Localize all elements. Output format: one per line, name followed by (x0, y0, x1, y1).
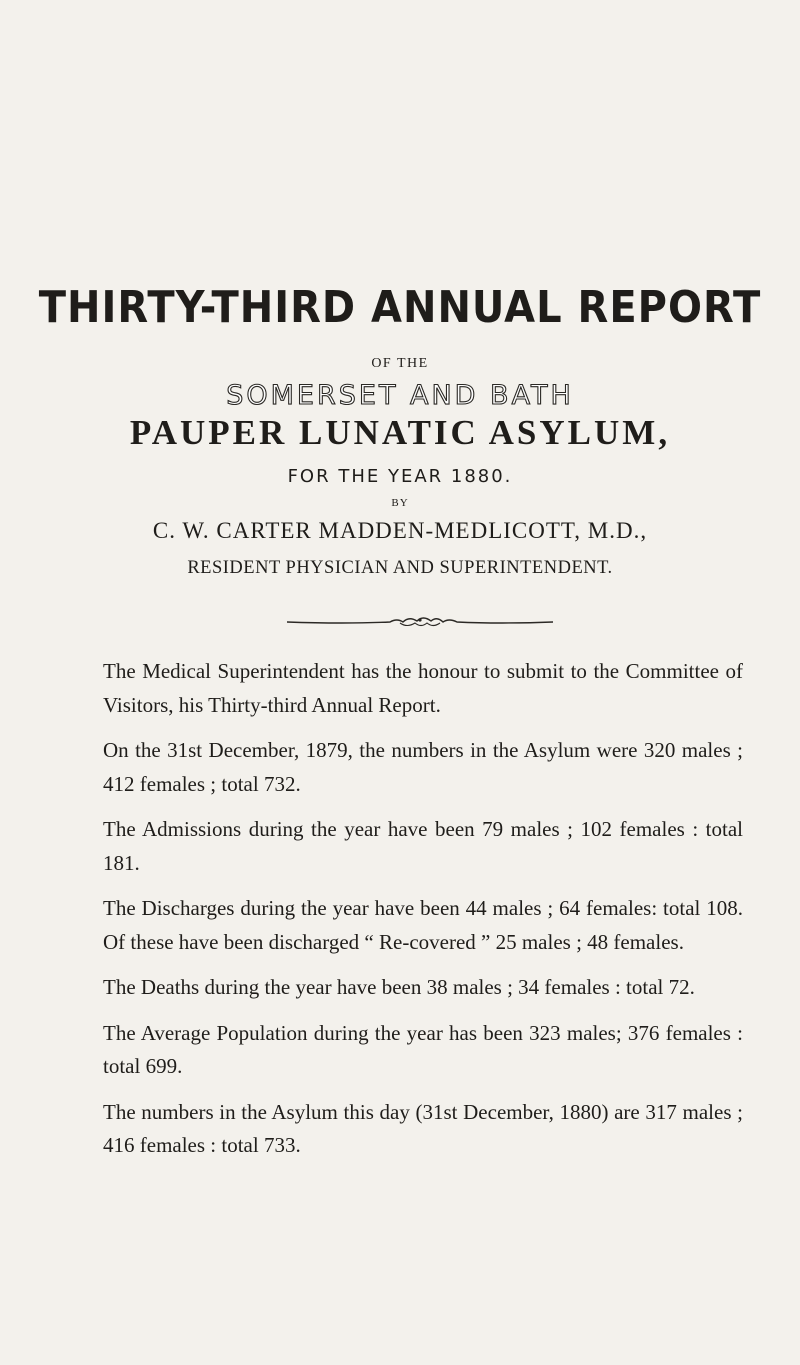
somerset-and-bath-line: SOMERSET AND BATH (226, 380, 574, 411)
paragraph-introduction: The Medical Superintendent has the honour to submit to the Committee of Visitors, his Thirty-third Annual Report. (103, 659, 743, 717)
ornament-divider-icon (285, 612, 555, 632)
author-position: RESIDENT PHYSICIAN AND SUPERINTENDENT. (187, 558, 613, 578)
by-line: BY (391, 497, 409, 509)
paragraph-average-population: The Average Population during the year has been 323 males; 376 females : total 699. (103, 1020, 743, 1078)
paragraph-admissions: The Admissions during the year have been 79 males ; 102 females : total 181. (103, 817, 743, 875)
asylum-name: PAUPER LUNATIC ASYLUM, (129, 413, 671, 452)
paragraph-numbers-1879: On the 31st December, 1879, the numbers in the Asylum were 320 males ; 412 females ; total 732. (103, 738, 743, 796)
of-the-line: OF THE (371, 356, 429, 371)
paragraph-discharges: The Discharges during the year have been 44 males ; 64 females: total 108. Of these have been discharged “ Re-covered ” 25 males ; 48 females. (103, 896, 743, 954)
author-name: C. W. CARTER MADDEN-MEDLICOTT, M.D., (152, 518, 648, 543)
report-year-line: FOR THE YEAR 1880. (287, 466, 513, 487)
paragraph-deaths: The Deaths during the year have been 38 males ; 34 females : total 72. (103, 975, 695, 999)
paragraph-numbers-1880: The numbers in the Asylum this day (31st December, 1880) are 317 males ; 416 females : total 733. (103, 1099, 743, 1157)
report-body (103, 655, 743, 1175)
report-title: THIRTY-THIRD ANNUAL REPORT (38, 283, 762, 333)
